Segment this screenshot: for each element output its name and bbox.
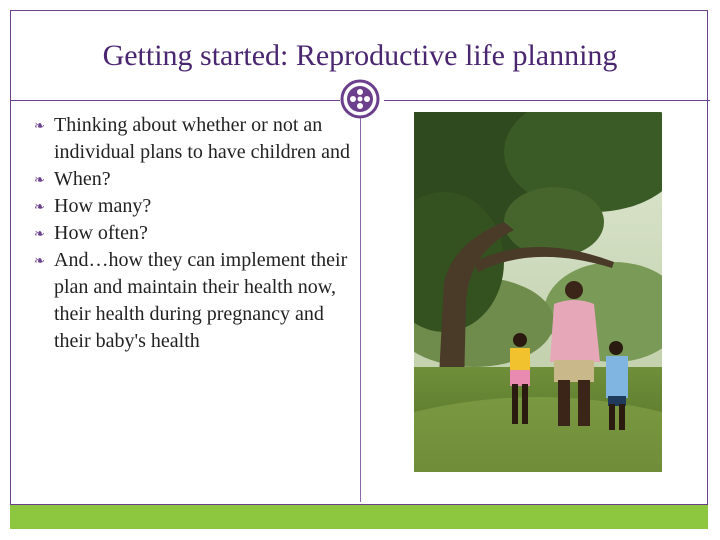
bullet-swoosh-icon: ❧ [34, 227, 45, 242]
slide-title: Getting started: Reproductive life planning [102, 39, 618, 72]
list-item: ❧ Thinking about whether or not an individual plans to have children and [34, 114, 351, 163]
column-divider [360, 118, 361, 502]
title-divider-left [10, 100, 340, 101]
list-item: ❧ How often? [34, 220, 352, 247]
list-item: ❧ How many? [34, 193, 352, 220]
family-walk-photo [414, 112, 662, 472]
footer-bar [10, 504, 708, 529]
title-divider-right [384, 100, 710, 101]
bullet-swoosh-icon: ❧ [34, 254, 45, 269]
list-item: ❧ And…how they can implement their plan and maintain their health now, their health during pregnancy and their baby's health [34, 249, 348, 352]
bullet-list [34, 112, 352, 355]
bullet-swoosh-icon: ❧ [34, 200, 45, 215]
list-item: ❧ When? [34, 166, 352, 193]
bullet-swoosh-icon: ❧ [34, 119, 45, 134]
bullet-swoosh-icon: ❧ [34, 173, 45, 188]
